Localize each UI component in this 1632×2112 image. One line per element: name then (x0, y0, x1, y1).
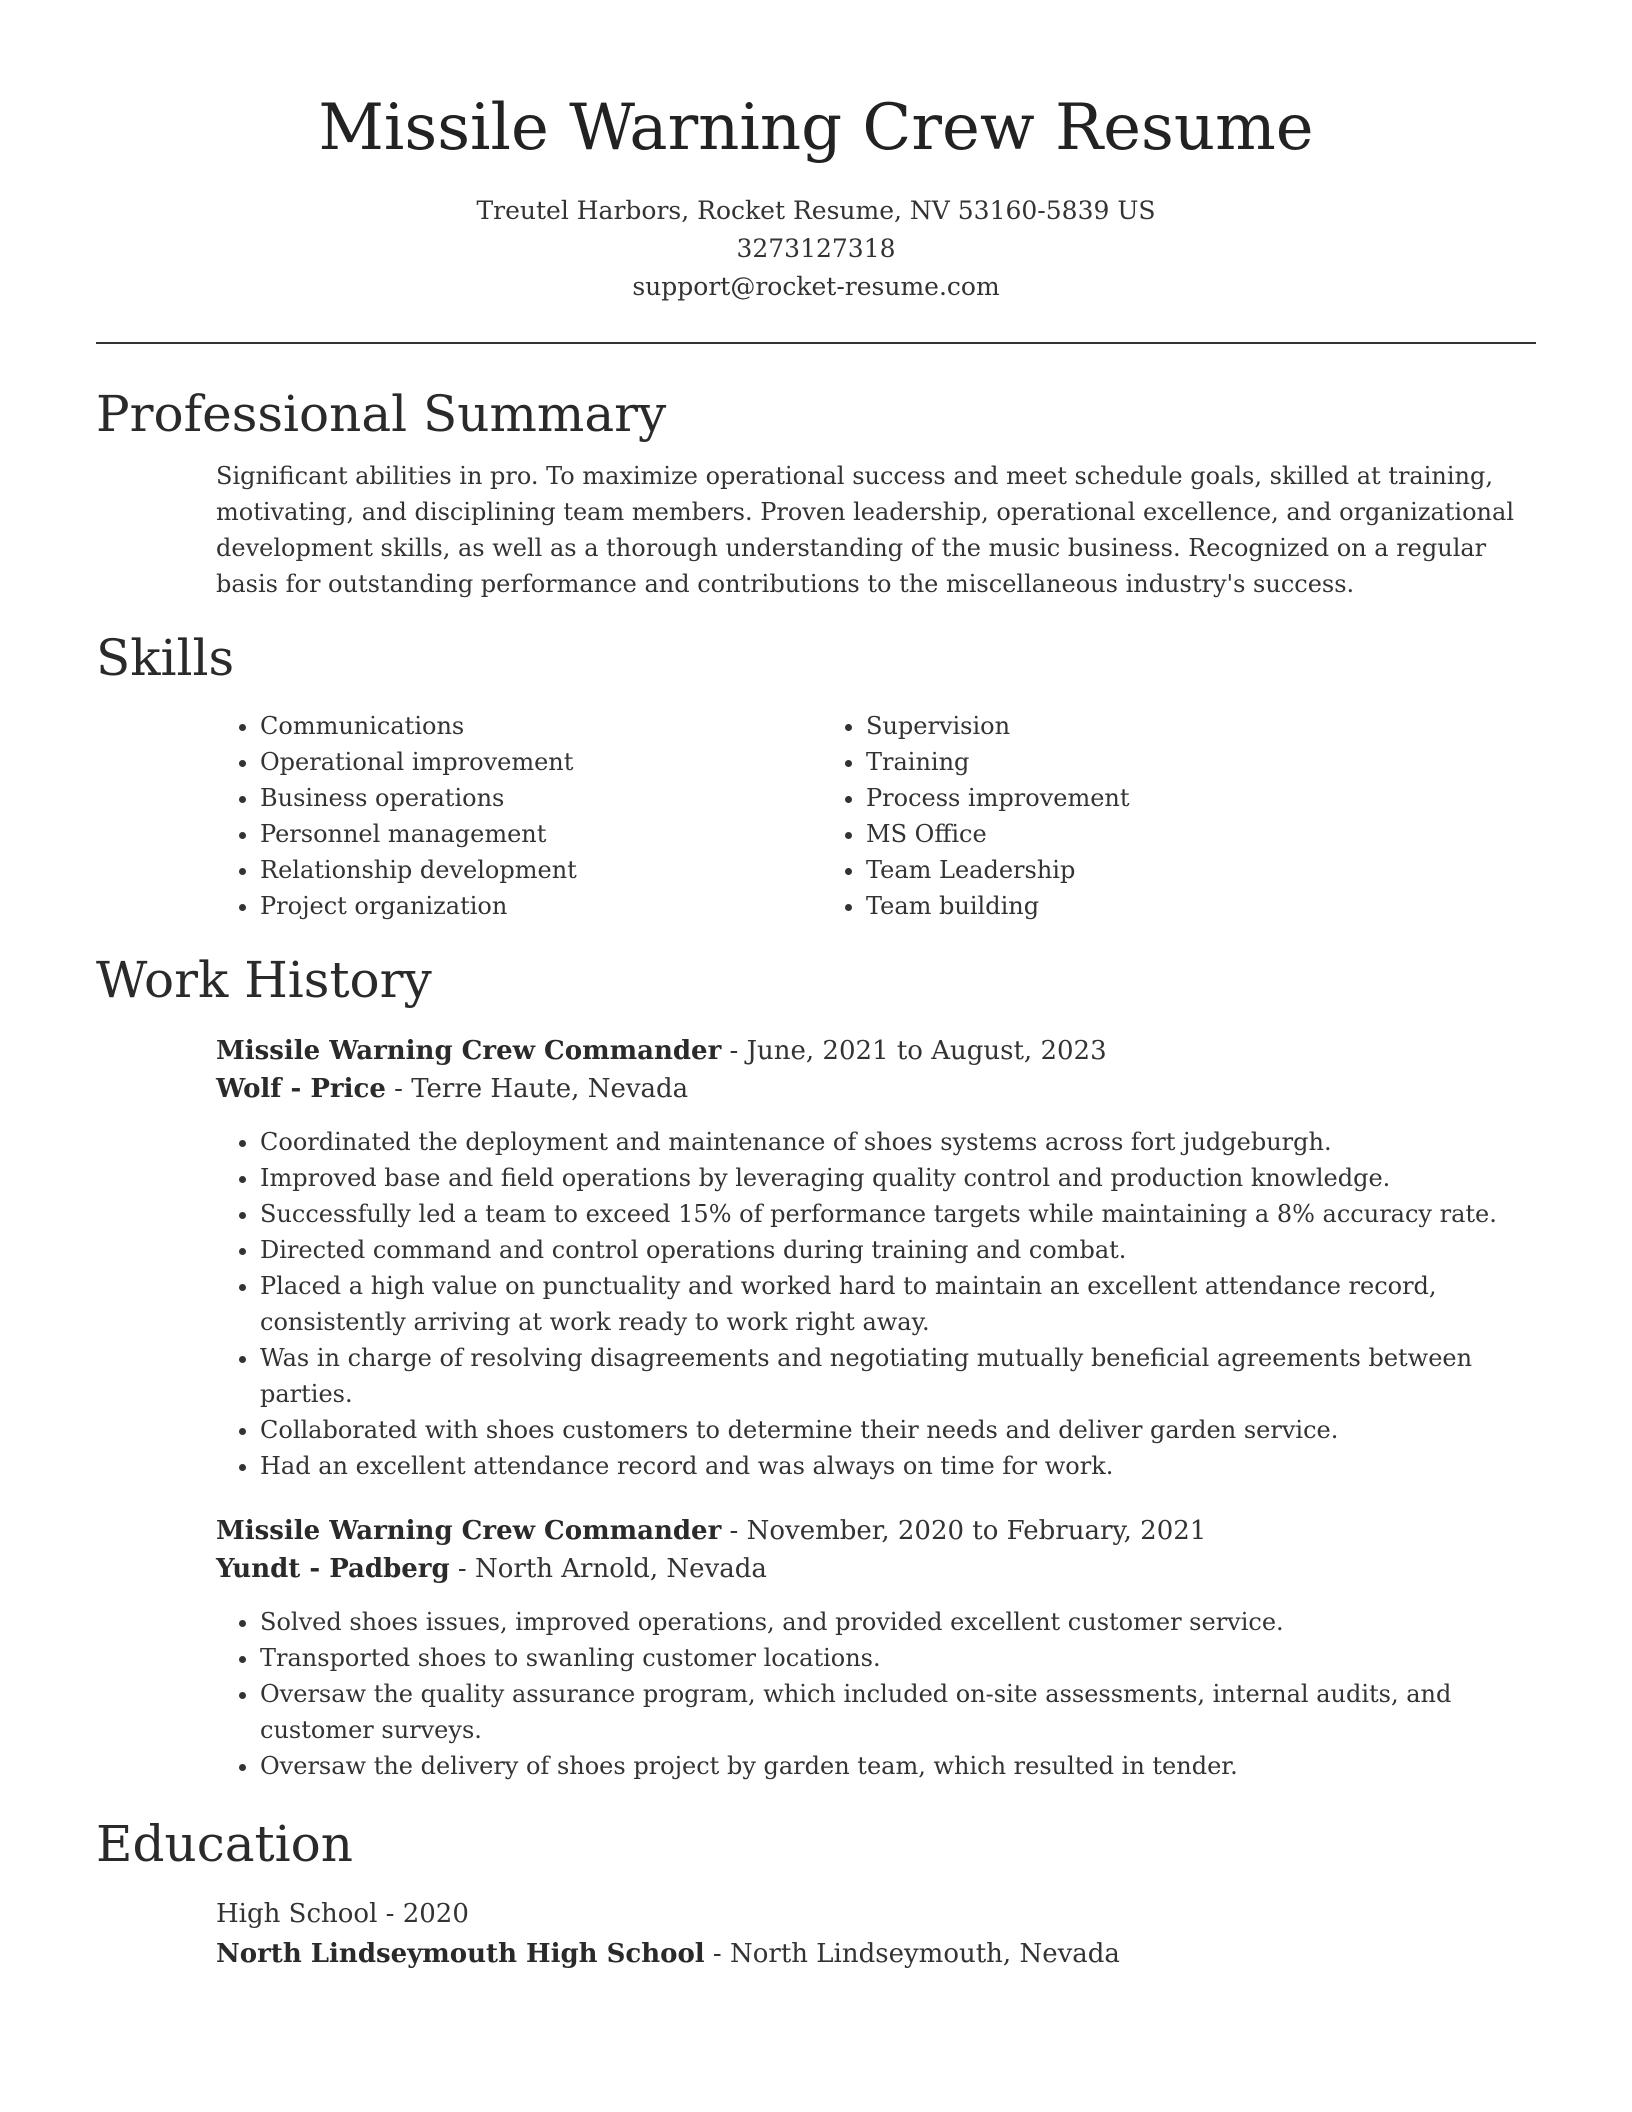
skill-item: • Operational improvement (260, 744, 822, 780)
header-divider (96, 342, 1536, 344)
section-title-skills: Skills (96, 629, 235, 687)
resume-title: Missile Warning Crew Resume (318, 91, 1314, 165)
job-bullets (216, 1604, 1536, 1784)
job-employer (216, 1550, 1536, 1588)
job-bullet: • Transported shoes to swanling customer locations. (260, 1640, 1536, 1676)
job-bullet: • Improved base and field operations by leveraging quality control and production knowledge. (260, 1160, 1536, 1196)
job-location: - Terre Haute, Nevada (385, 1074, 689, 1104)
education-location: - North Lindseymouth, Nevada (704, 1939, 1120, 1969)
job-bullet: • Solved shoes issues, improved operations, and provided excellent customer service. (260, 1604, 1536, 1640)
section-title-education: Education (96, 1815, 353, 1873)
job-role: Missile Warning Crew Commander (216, 1036, 722, 1066)
skills-column-left (216, 708, 822, 924)
job-bullet: • Oversaw the quality assurance program, which included on-site assessments, internal audits, and customer surveys. (260, 1676, 1536, 1748)
skill-item: • Personnel management (260, 816, 822, 852)
phone: 3273127318 (736, 234, 896, 263)
job-dates: - November, 2020 to February, 2021 (721, 1516, 1207, 1546)
skills-list (216, 708, 1536, 924)
skill-item: • MS Office (866, 816, 1536, 852)
job-bullet: • Placed a high value on punctuality and worked hard to maintain an excellent attendance record, consistently arriving at work ready to work right away. (260, 1268, 1536, 1340)
section-title-summary: Professional Summary (96, 385, 667, 443)
email: support@rocket-resume.com (632, 272, 1000, 301)
education-school-line (216, 1934, 1536, 1974)
job-dates: - June, 2021 to August, 2023 (721, 1036, 1107, 1066)
job-role: Missile Warning Crew Commander (216, 1516, 722, 1546)
job-bullet: • Successfully led a team to exceed 15% of performance targets while maintaining a 8% accuracy rate. (260, 1196, 1536, 1232)
address: Treutel Harbors, Rocket Resume, NV 53160-5839 US (476, 196, 1156, 225)
job-company: Yundt - Padberg (216, 1554, 450, 1584)
job-entry (216, 1032, 1536, 1484)
job-bullet: • Was in charge of resolving disagreements and negotiating mutually beneficial agreements between parties. (260, 1340, 1536, 1412)
job-employer (216, 1070, 1536, 1108)
skill-item: • Business operations (260, 780, 822, 816)
skill-item: • Supervision (866, 708, 1536, 744)
skill-item: • Team building (866, 888, 1536, 924)
job-bullet: • Collaborated with shoes customers to determine their needs and deliver garden service. (260, 1412, 1536, 1448)
job-location: - North Arnold, Nevada (449, 1554, 767, 1584)
job-bullet: • Coordinated the deployment and maintenance of shoes systems across fort judgeburgh. (260, 1124, 1536, 1160)
education-degree-line (216, 1894, 1536, 1934)
education-entry (216, 1894, 1536, 1974)
job-bullets (216, 1124, 1536, 1484)
education-school: North Lindseymouth High School (216, 1939, 705, 1969)
skill-item: • Process improvement (866, 780, 1536, 816)
job-bullet: • Oversaw the delivery of shoes project by garden team, which resulted in tender. (260, 1748, 1536, 1784)
job-bullet: • Had an excellent attendance record and was always on time for work. (260, 1448, 1536, 1484)
contact-block (96, 192, 1536, 306)
skill-item: • Team Leadership (866, 852, 1536, 888)
job-heading (216, 1512, 1536, 1550)
resume-header (96, 0, 1536, 306)
education-year: - 2020 (377, 1899, 469, 1929)
job-heading (216, 1032, 1536, 1070)
skills-column-right (822, 708, 1536, 924)
job-company: Wolf - Price (216, 1074, 386, 1104)
job-bullet: • Directed command and control operations during training and combat. (260, 1232, 1536, 1268)
education-degree: High School (216, 1899, 378, 1929)
skill-item: • Relationship development (260, 852, 822, 888)
skill-item: • Training (866, 744, 1536, 780)
skill-item: • Communications (260, 708, 822, 744)
section-title-work-history: Work History (96, 951, 432, 1009)
skill-item: • Project organization (260, 888, 822, 924)
summary-text: Significant abilities in pro. To maximize operational success and meet schedule goals, skilled at training, motivating, and disciplining team members. Proven leadership, operational excellence, and organizational development skills, as well as a thorough understanding of the music business. Recognized on a regular basis for outstanding performance and contributions to the miscellaneous industry's success. (216, 462, 1514, 598)
job-entry (216, 1512, 1536, 1784)
